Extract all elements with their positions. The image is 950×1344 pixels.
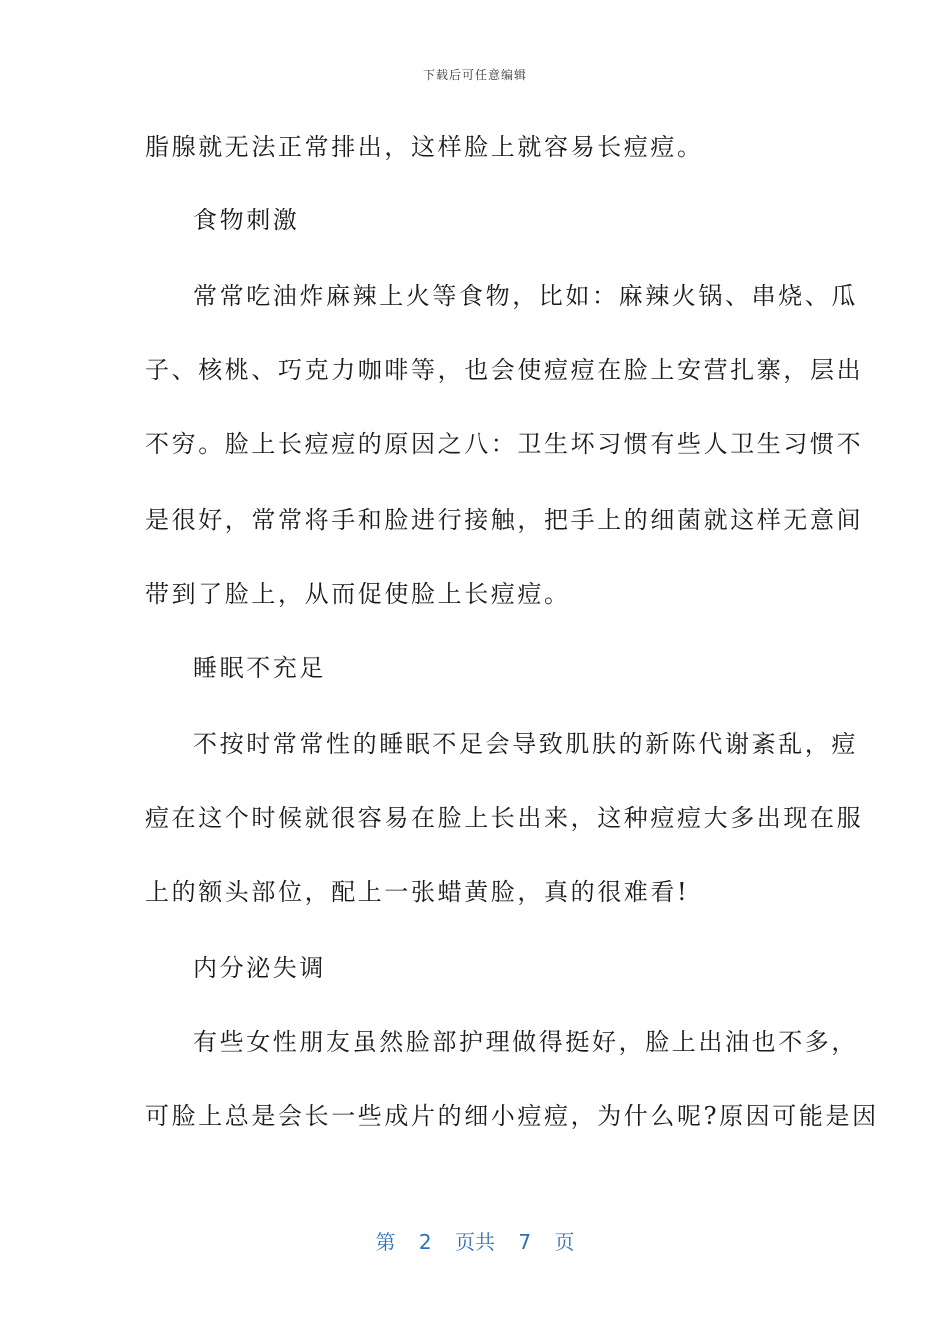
section-heading-food: 食物刺激 [193, 206, 300, 234]
body-line: 常常吃油炸麻辣上火等食物，比如：麻辣火锅、串烧、瓜 [193, 282, 858, 310]
footer-page-number: 2 [418, 1230, 432, 1254]
section-heading-endocrine: 内分泌失调 [193, 954, 326, 982]
body-line: 脂腺就无法正常排出，这样脸上就容易长痘痘。 [145, 133, 704, 161]
footer-middle: 页共 [455, 1230, 495, 1254]
body-line: 是很好，常常将手和脸进行接触，把手上的细菌就这样无意间 [145, 506, 864, 534]
body-line: 痘在这个时候就很容易在脸上长出来，这种痘痘大多出现在服 [145, 804, 864, 832]
footer-prefix: 第 [375, 1230, 396, 1254]
body-line: 子、核桃、巧克力咖啡等，也会使痘痘在脸上安营扎寨，层出 [145, 356, 864, 384]
body-line: 上的额头部位，配上一张蜡黄脸，真的很难看! [145, 878, 690, 906]
body-line: 不穷。脸上长痘痘的原因之八：卫生坏习惯有些人卫生习惯不 [145, 430, 864, 458]
footer-total-pages: 7 [518, 1230, 532, 1254]
section-heading-sleep: 睡眠不充足 [193, 654, 326, 682]
page-footer [0, 1226, 950, 1255]
footer-suffix: 页 [554, 1230, 575, 1254]
body-line: 不按时常常性的睡眠不足会导致肌肤的新陈代谢紊乱，痘 [193, 730, 858, 758]
page-header: 下载后可任意编辑 [422, 68, 527, 82]
body-line: 有些女性朋友虽然脸部护理做得挺好，脸上出油也不多， [193, 1028, 858, 1056]
body-line: 可脸上总是会长一些成片的细小痘痘，为什么呢?原因可能是因 [145, 1102, 879, 1130]
body-line: 带到了脸上，从而促使脸上长痘痘。 [145, 580, 571, 608]
